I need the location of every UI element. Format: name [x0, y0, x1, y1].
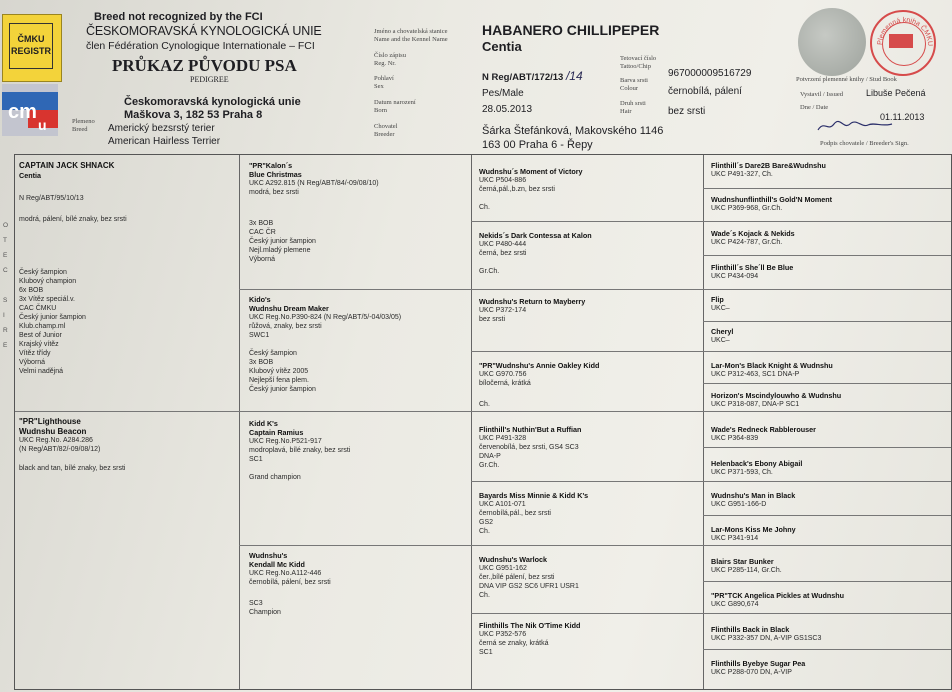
- dog-hair: bez srsti: [668, 106, 706, 117]
- dog-breeder-line2: 163 00 Praha 6 - Řepy: [482, 139, 593, 151]
- label-issued: Vystavil / Issued: [800, 91, 843, 98]
- breed-en: American Hairless Terrier: [108, 136, 221, 147]
- org-name: Českomoravská kynologická unie: [124, 96, 301, 108]
- gen4-ancestor: Lar-Mon's Black Knight & Wudnshu UKC P312-463, SC1 DNA-P: [711, 361, 833, 378]
- reg-suffix-handwritten: /14: [565, 69, 583, 83]
- breed-label: Plemeno Breed: [72, 118, 95, 133]
- label-tattoo: Tetovací číslo Tattoo/Chip: [620, 55, 657, 70]
- dog-chip: 967000009516729: [668, 68, 752, 79]
- gen2-ancestor: Kido's Wudnshu Dream Maker UKC Reg.No.P390-824 (N Reg/ABT/5/-04/03/05) růžová, znaky, bez srsti SWC1 Český šampion 3x BOB Klubový vítěz 2005 Nejlepší fena plem. Český junior šampion: [249, 295, 402, 393]
- label-breeder: Chovatel Breeder: [374, 123, 398, 138]
- gen4-ancestor: Lar-Mons Kiss Me Johny UKC P341-914: [711, 525, 796, 542]
- label-name: Jméno a chovatelská stanice Name and the Kennel Name: [374, 28, 448, 43]
- gen3-ancestor: Wudnshu´s Moment of Victory UKC P504-886 černá,pál.,b.zn, bez srsti Ch.: [479, 167, 583, 211]
- sire-titles: Český šampion Klubový champion 6x BOB 3x Vítěz speciál.v. CAC ČMKU Český junior šampion Klub.champ.ml Best of Junior Krajský vítěz Vítěz třídy Výborná Velmi nadějná: [19, 268, 86, 375]
- gen3-ancestor: Wudnshu's Return to Mayberry UKC P372-174 bez srsti: [479, 297, 586, 323]
- cmku-registr-badge: [2, 14, 62, 82]
- label-hair: Druh srsti Hair: [620, 100, 646, 115]
- fci-note: Breed not recognized by the FCI: [94, 11, 263, 23]
- gen4-ancestor: Flinthill´s She´ll Be Blue UKC P434-094: [711, 263, 794, 280]
- dog-breeder-line1: Šárka Štefánková, Makovského 1146: [482, 125, 664, 137]
- gen4-ancestor: Flinthills Byebye Sugar Pea UKC P288-070 DN, A-VIP: [711, 659, 806, 676]
- label-reg: Číslo zápisu Reg. Nr.: [374, 52, 406, 67]
- dog-kennel: Centia: [482, 39, 522, 54]
- gen2-ancestor: "PR"Kalon´s Blue Christmas UKC A292.815 (N Reg/ABT/84/-09/08/10) modrá, bez srsti 3x BOB CAC ČR Český junior šampion Nejl.mladý plemene Výborná: [249, 161, 379, 263]
- svg-text:u: u: [38, 117, 47, 133]
- gen3-ancestor: Flinthills The Nik O'Time Kidd UKC P352-576 černá se znaky, krátká SC1: [479, 621, 581, 656]
- doc-title: PRŮKAZ PŮVODU PSA: [112, 56, 297, 75]
- svg-text:cm: cm: [8, 101, 37, 123]
- dog-reg-no: N Reg/ABT/172/13 /14: [482, 69, 583, 83]
- issue-date: 01.11.2013: [880, 112, 925, 122]
- label-born: Datum narození Born: [374, 99, 416, 114]
- breed-cz: Americký bezsrstý terier: [108, 123, 215, 134]
- dog-born: 28.05.2013: [482, 104, 533, 115]
- gen3-ancestor: Nekids´s Dark Contessa at Kalon UKC P480-444 černá, bez srsti Gr.Ch.: [479, 231, 592, 275]
- badge-line-2: REGISTR: [10, 46, 51, 56]
- dam: "PR"Lighthouse Wudnshu Beacon UKC Reg.No. A284.286 (N Reg/ABT/82/-09/08/12) black and tan, bílé znaky, bez srsti: [19, 417, 126, 472]
- side-letters: O T E C S I R E: [3, 222, 9, 349]
- org-address: Maškova 3, 182 53 Praha 8: [124, 109, 263, 121]
- label-studbook: Potvrzení plemenné knihy / Stud Book: [796, 76, 897, 83]
- dog-name: HABANERO CHILLIPEPER: [482, 22, 660, 38]
- gen4-ancestor: Wade´s Kojack & Nekids UKC P424-787, Gr.Ch.: [711, 229, 795, 246]
- svg-text:Plemenná kniha ČMKU: [877, 17, 933, 46]
- breeder-signature-icon: [816, 118, 896, 134]
- gen3-ancestor: "PR"Wudnshu's Annie Oakley Kidd UKC G970.756 bíločerná, krátká Ch.: [479, 361, 600, 408]
- gen4-ancestor: Flip UKC–: [711, 295, 730, 312]
- dog-sex: Pes/Male: [482, 88, 524, 99]
- sire: CAPTAIN JACK SHNACK Centia N Reg/ABT/95/10/13 modrá, pálení, bílé znaky, bez srsti Český šampion Klubový champion 6x BOB 3x Vítěz speciál.v. CAC ČMKU Český junior šampion Klub.champ.ml Best of Junior Krajský vítěz Vítěz třídy Výborná Velmi nadějná: [19, 161, 233, 376]
- gen4-ancestor: Wudnshu's Man in Black UKC G951-166-D: [711, 491, 796, 508]
- pedigree-table: [14, 154, 952, 690]
- studbook-stamp-icon: [870, 10, 936, 76]
- doc-subtitle: PEDIGREE: [190, 75, 229, 84]
- cmku-logo-icon: [2, 84, 58, 136]
- gen3-ancestor: Bayards Miss Minnie & Kidd K's UKC A101-071 černobílá,pál., bez srsti GS2 Ch.: [479, 491, 589, 535]
- gen4-ancestor: "PR"TCK Angelica Pickles at Wudnshu UKC G890,674: [711, 591, 845, 608]
- gen4-ancestor: Cheryl UKC–: [711, 327, 734, 344]
- gen3-ancestor: Flinthill's Nuthin'But a Ruffian UKC P491-328 červenobílá, bez srsti, GS4 SC3 DNA-P Gr.Ch.: [479, 425, 582, 469]
- stamp-text: Plemenná kniha ČMKU: [876, 16, 934, 47]
- gen4-ancestor: Horizon's Mscindylouwho & Wudnshu UKC P318-087, DNA-P SC1: [711, 391, 842, 408]
- label-colour: Barva srsti Colour: [620, 77, 648, 92]
- issued-by: Libuše Pečená: [866, 88, 926, 98]
- gen4-ancestor: Flinthill´s Dare2B Bare&Wudnshu UKC P491-327, Ch.: [711, 161, 826, 178]
- gen3-ancestor: Wudnshu's Warlock UKC G951-162 čer.,bílé pálení, bez srsti DNA VIP GS2 SC6 UFR1 USR1 Ch.: [479, 555, 579, 599]
- label-date: Dne / Date: [800, 104, 829, 111]
- label-signature: Podpis chovatele / Breeder's Sign.: [820, 140, 909, 147]
- label-sex: Pohlaví Sex: [374, 75, 394, 90]
- dog-colour: černobílá, pálení: [668, 86, 742, 97]
- fci-member-line: člen Fédération Cynologique Internationale – FCI: [86, 40, 315, 52]
- gen4-ancestor: Blairs Star Bunker UKC P285-114, Gr.Ch.: [711, 557, 782, 574]
- gen4-ancestor: Flinthills Back in Black UKC P332-357 DN, A-VIP GS1SC3: [711, 625, 822, 642]
- club-name: ČESKOMORAVSKÁ KYNOLOGICKÁ UNIE: [86, 24, 322, 38]
- gen4-ancestor: Wudnshunflinthill's Gold'N Moment UKC P369-968, Gr.Ch.: [711, 195, 833, 212]
- gen2-ancestor: Wudnshu's Kendall Mc Kidd UKC Reg.No.A112-446 černobílá, pálení, bez srsti SC3 Champion: [249, 551, 331, 616]
- embossed-seal-icon: [798, 8, 866, 76]
- gen4-ancestor: Helenback's Ebony Abigail UKC P371-593, Ch.: [711, 459, 803, 476]
- gen2-ancestor: Kidd K's Captain Ramius UKC Reg.No.P521-917 modroplavá, bílé znaky, bez srsti SC1 Grand champion: [249, 419, 351, 481]
- badge-line-1: ČMKU: [17, 34, 45, 44]
- gen4-ancestor: Wade's Redneck Rabblerouser UKC P364-839: [711, 425, 816, 442]
